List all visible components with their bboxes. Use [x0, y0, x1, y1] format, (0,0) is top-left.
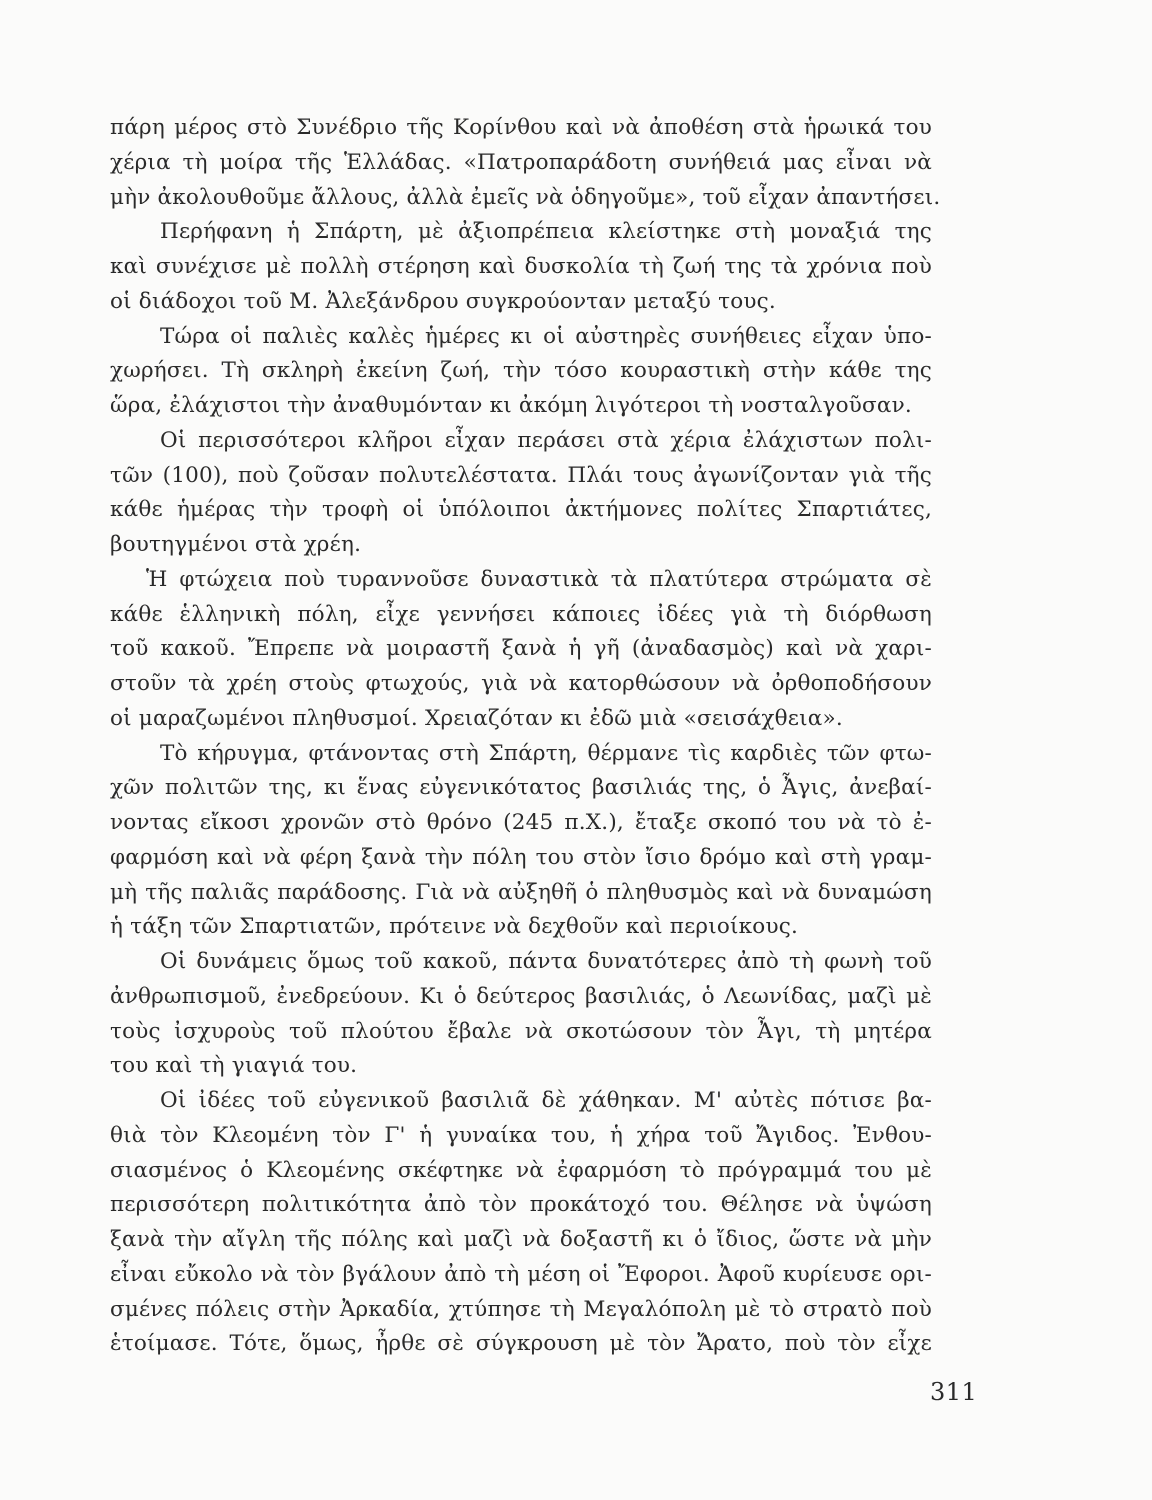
text-line: Τὸ κήρυγμα, φτάνοντας στὴ Σπάρτη, θέρμανε τὶς καρδιὲς τῶν φτω- [160, 740, 932, 766]
text-line: του καὶ τὴ γιαγιά του. [110, 1053, 358, 1079]
text-line: ἑτοίμασε. Τότε, ὅμως, ἦρθε σὲ σύγκρουση μὲ τὸν Ἄρατο, ποὺ τὸν εἶχε [110, 1331, 932, 1357]
text-line: Ἡ φτώχεια ποὺ τυραννοῦσε δυναστικὰ τὰ πλατύτερα στρώματα σὲ [146, 566, 932, 592]
text-line: μὴ τῆς παλιᾶς παράδοσης. Γιὰ νὰ αὐξηθῆ ὁ πληθυσμὸς καὶ νὰ δυναμώση [110, 879, 932, 905]
text-line: καὶ συνέχισε μὲ πολλὴ στέρηση καὶ δυσκολία τὴ ζωή της τὰ χρόνια ποὺ [110, 254, 932, 279]
text-line: οἱ διάδοχοι τοῦ Μ. Ἀλεξάνδρου συγκρούονταν μεταξύ τους. [110, 288, 776, 314]
text-line: μὴν ἀκολουθοῦμε ἄλλους, ἀλλὰ ἐμεῖς νὰ ὁδηγοῦμε», τοῦ εἶχαν ἀπαντήσει. [110, 184, 941, 210]
text-line: φαρμόση καὶ νὰ φέρη ξανὰ τὴν πόλη του στὸν ἴσιο δρόμο καὶ στὴ γραμ- [110, 844, 932, 870]
text-line: ἀνθρωπισμοῦ, ἐνεδρεύουν. Κι ὁ δεύτερος βασιλιάς, ὁ Λεωνίδας, μαζὶ μὲ [110, 983, 932, 1009]
text-line: Οἱ ἰδέες τοῦ εὐγενικοῦ βασιλιᾶ δὲ χάθηκαν. Μ' αὐτὲς πότισε βα- [160, 1088, 932, 1113]
text-line: σιασμένος ὁ Κλεομένης σκέφτηκε νὰ ἐφαρμόση τὸ πρόγραμμά του μὲ [110, 1157, 932, 1183]
text-line: κάθε ἡμέρας τὴν τροφὴ οἱ ὑπόλοιποι ἀκτήμονες πολίτες Σπαρτιάτες, [110, 497, 932, 523]
text-line: θιὰ τὸν Κλεομένη τὸν Γ' ἡ γυναίκα του, ἡ χήρα τοῦ Ἄγιδος. Ἐνθου- [110, 1122, 932, 1148]
text-line: χῶν πολιτῶν της, κι ἕνας εὐγενικότατος βασιλιάς της, ὁ Ἆγις, ἀνεβαί- [110, 775, 932, 801]
text-line: χέρια τὴ μοίρα τῆς Ἑλλάδας. «Πατροπαράδοτη συνήθειά μας εἶναι νὰ [110, 149, 932, 175]
text-line: χωρήσει. Τὴ σκληρὴ ἐκείνη ζωή, τὴν τόσο κουραστικὴ στὴν κάθε της [110, 358, 932, 384]
body-text [110, 111, 941, 1362]
text-line: ὥρα, ἐλάχιστοι τὴν ἀναθυμόνταν κι ἀκόμη λιγότεροι τὴ νοσταλγοῦσαν. [110, 393, 912, 418]
text-line: οἱ μαραζωμένοι πληθυσμοί. Χρειαζόταν κι ἐδῶ μιὰ «σεισάχθεια». [110, 705, 843, 731]
text-line: τοῦ κακοῦ. Ἔπρεπε νὰ μοιραστῆ ξανὰ ἡ γῆ (ἀναδασμὸς) καὶ νὰ χαρι- [110, 636, 932, 662]
text-line: Οἱ περισσότεροι κλῆροι εἶχαν περάσει στὰ χέρια ἐλάχιστων πολι- [160, 427, 932, 453]
text-line: νοντας εἴκοσι χρονῶν στὸ θρόνο (245 π.Χ.), ἔταξε σκοπό του νὰ τὸ ἐ- [110, 810, 932, 835]
text-line: σμένες πόλεις στὴν Ἀρκαδία, χτύπησε τὴ Μεγαλόπολη μὲ τὸ στρατὸ ποὺ [110, 1296, 932, 1322]
page-number: 311 [930, 1378, 978, 1406]
text-line: πάρη μέρος στὸ Συνέδριο τῆς Κορίνθου καὶ νὰ ἀποθέση στὰ ἡρωικά του [110, 115, 932, 140]
text-line: τοὺς ἰσχυροὺς τοῦ πλούτου ἔβαλε νὰ σκοτώσουν τὸν Ἆγι, τὴ μητέρα [110, 1018, 932, 1044]
text-line: κάθε ἑλληνικὴ πόλη, εἶχε γεννήσει κάποιες ἰδέες γιὰ τὴ διόρθωση [110, 601, 932, 627]
text-line: στοῦν τὰ χρέη στοὺς φτωχούς, γιὰ νὰ κατορθώσουν νὰ ὀρθοποδήσουν [110, 671, 932, 696]
text-line: βουτηγμένοι στὰ χρέη. [110, 532, 362, 557]
text-line: Τώρα οἱ παλιὲς καλὲς ἡμέρες κι οἱ αὐστηρὲς συνήθειες εἶχαν ὑπο- [160, 323, 932, 349]
text-line: ξανὰ τὴν αἴγλη τῆς πόλης καὶ μαζὶ νὰ δοξαστῆ κι ὁ ἴδιος, ὥστε νὰ μὴν [110, 1227, 932, 1252]
text-line: τῶν (100), ποὺ ζοῦσαν πολυτελέστατα. Πλάι τους ἀγωνίζονταν γιὰ τῆς [110, 462, 932, 488]
text-line: Περήφανη ἡ Σπάρτη, μὲ ἀξιοπρέπεια κλείστηκε στὴ μοναξιά της [160, 219, 932, 245]
text-line: περισσότερη πολιτικότητα ἀπὸ τὸν προκάτοχό του. Θέλησε νὰ ὑψώση [110, 1192, 932, 1218]
text-line: εἶναι εὔκολο νὰ τὸν βγάλουν ἀπὸ τὴ μέση οἱ Ἔφοροι. Ἀφοῦ κυρίευσε ορι- [110, 1261, 932, 1287]
text-line: Οἱ δυνάμεις ὅμως τοῦ κακοῦ, πάντα δυνατότερες ἀπὸ τὴ φωνὴ τοῦ [160, 949, 932, 974]
text-line: ἡ τάξη τῶν Σπαρτιατῶν, πρότεινε νὰ δεχθοῦν καὶ περιοίκους. [110, 914, 798, 940]
